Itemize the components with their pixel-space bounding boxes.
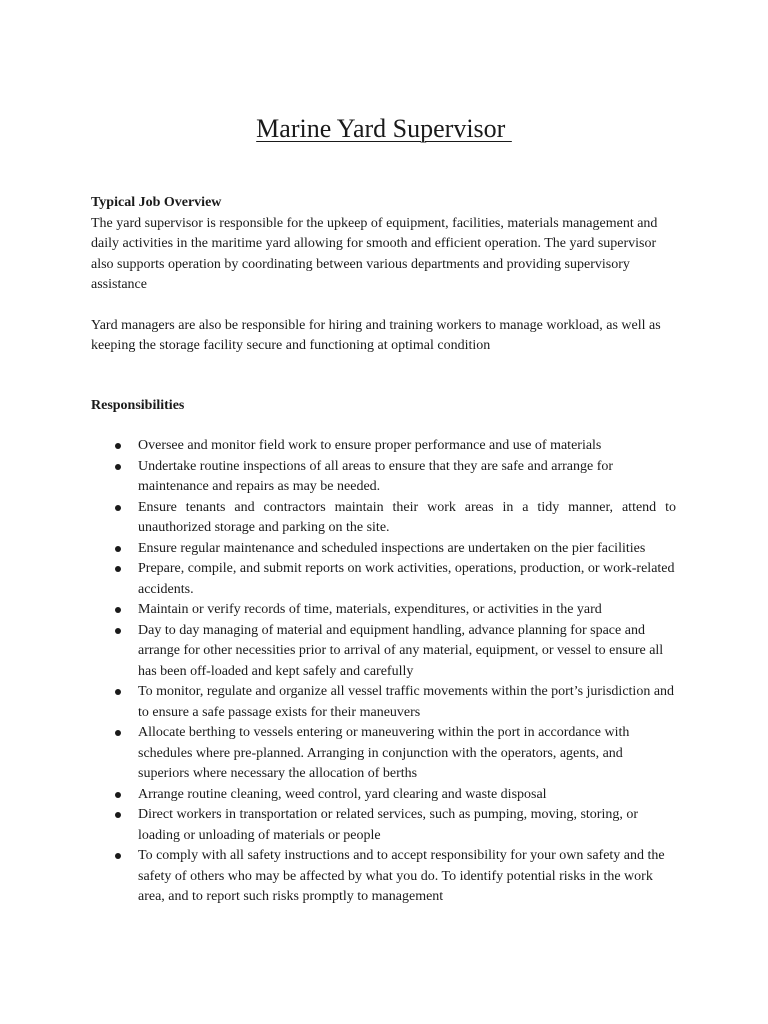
list-item-text: Ensure regular maintenance and scheduled inspections are undertaken on the pier facilities: [138, 540, 646, 556]
list-item-text: Allocate berthing to vessels entering or maneuvering within the port in accordance with schedules where pre-planned. Arranging in conjunction with the operators, agents, and superiors where necessary the allocation of berths: [138, 725, 630, 781]
responsibilities-list: [91, 436, 676, 908]
bullet-icon: [115, 792, 121, 798]
list-item-text: Ensure tenants and contractors maintain their work areas in a tidy manner, attend to unauthorized storage and parking on the site.: [138, 499, 676, 535]
overview-heading: Typical Job Overview: [91, 195, 222, 210]
list-item-text: To comply with all safety instructions and to accept responsibility for your own safety and the safety of others who may be affected by what you do. To identify potential risks in the work area, and to report such risks promptly to management: [138, 848, 665, 904]
bullet-icon: [115, 443, 121, 449]
document-title: Marine Yard Supervisor: [256, 114, 512, 143]
bullet-icon: [115, 730, 121, 736]
list-item: [91, 436, 676, 457]
bullet-icon: [115, 464, 121, 470]
list-item-text: Day to day managing of material and equipment handling, advance planning for space and arrange for other necessities prior to arrival of any material, equipment, or vessel to ensure all has been off-loaded and kept safely and carefully: [138, 622, 664, 679]
list-item: [91, 805, 676, 846]
responsibilities-heading: Responsibilities: [91, 397, 185, 413]
bullet-icon: [115, 853, 121, 859]
list-item-text: To monitor, regulate and organize all vessel traffic movements within the port’s jurisdiction and to ensure a safe passage exists for their maneuvers: [138, 684, 675, 720]
bullet-icon: [115, 566, 121, 572]
list-item: [91, 600, 676, 621]
list-item: [91, 621, 676, 683]
list-item-text: Prepare, compile, and submit reports on work activities, operations, production, or work-related accidents.: [138, 561, 675, 597]
document-body: [91, 193, 676, 908]
list-item: [91, 559, 676, 600]
bullet-icon: [115, 607, 121, 613]
list-item: [91, 785, 676, 806]
list-item: [91, 846, 676, 908]
list-item-text: Direct workers in transportation or related services, such as pumping, moving, storing, or loading or unloading of materials or people: [138, 807, 638, 843]
list-item-text: Undertake routine inspections of all areas to ensure that they are safe and arrange for maintenance and repairs as may be needed.: [138, 458, 614, 494]
overview-paragraph: Yard managers are also be responsible for hiring and training workers to manage workload, as well as keeping the storage facility secure and functioning at optimal condition: [91, 317, 661, 353]
list-item: [91, 723, 676, 785]
overview-paragraph: The yard supervisor is responsible for the upkeep of equipment, facilities, materials management and daily activities in the maritime yard allowing for smooth and efficient operation. The yard supervisor also supports operation by coordinating between various departments and providing supervisory assistance: [91, 215, 658, 292]
list-item-text: Maintain or verify records of time, materials, expenditures, or activities in the yard: [138, 602, 602, 617]
bullet-icon: [115, 812, 121, 818]
list-item: [91, 682, 676, 723]
list-item-text: Arrange routine cleaning, weed control, yard clearing and waste disposal: [138, 786, 547, 802]
bullet-icon: [115, 628, 121, 634]
list-item: [91, 539, 676, 560]
list-item: [91, 498, 676, 539]
list-item-text: Oversee and monitor field work to ensure proper performance and use of materials: [138, 438, 602, 453]
bullet-icon: [115, 689, 121, 695]
bullet-icon: [115, 505, 121, 511]
bullet-icon: [115, 546, 121, 552]
list-item: [91, 457, 676, 498]
